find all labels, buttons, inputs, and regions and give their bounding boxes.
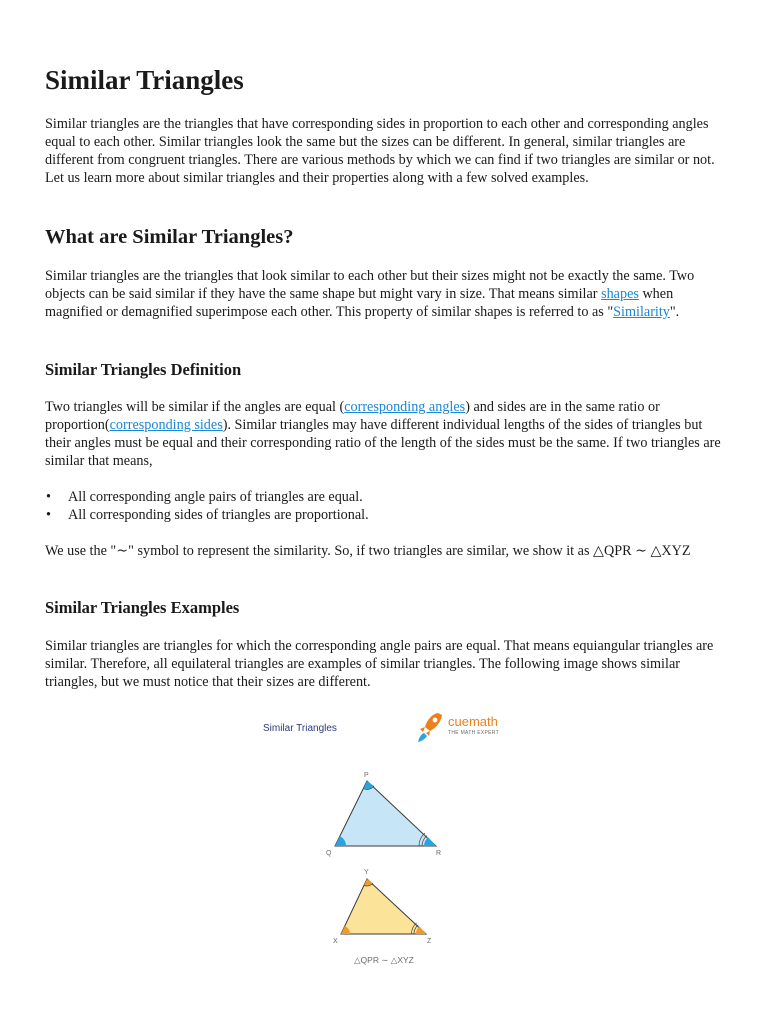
- vertex-label-q: Q: [326, 850, 332, 857]
- definition-bullet-list: [45, 488, 369, 524]
- intro-paragraph: Similar triangles are the triangles that have corresponding sides in proportion to each other and corresponding angles equal to each other. Similar triangles look the same but the sizes can be different. In general, similar triangles are different from congruent triangles. There are various methods by which we can find if two triangles are similar or not. Let us learn more about similar triangles and their properties along with a few solved examples.: [45, 116, 715, 186]
- vertex-label-r: R: [436, 850, 442, 857]
- what-are-text-2: when magnified or demagnified superimpose each other. This property of similar shapes is referred to as ": [45, 285, 674, 320]
- definition-text-3: ). Similar triangles may have different individual lengths of the sides of triangles but their angles must be equal and their corresponding ratio of the length of the sides must be the same. If two triangles are similar that means,: [45, 416, 721, 469]
- similar-triangles-figure: [250, 704, 530, 974]
- triangles-drawing: [250, 704, 530, 974]
- figure-caption: △QPR ∼ △XYZ: [354, 955, 414, 965]
- definition-text-2: ) and sides are in the same ratio or proportion(: [45, 399, 660, 433]
- similarity-link[interactable]: Similarity: [613, 303, 670, 320]
- vertex-label-z: Z: [427, 938, 432, 945]
- what-are-paragraph: [45, 268, 725, 322]
- logo-tagline: THE MATH EXPERT: [448, 730, 499, 736]
- bullet-marker: •: [46, 489, 51, 505]
- symbol-paragraph: We use the "∼" symbol to represent the similarity. So, if two triangles are similar, we show it as △QPR ∼ △XYZ: [45, 543, 691, 559]
- examples-paragraph: Similar triangles are triangles for which the corresponding angle pairs are equal. That means equiangular triangles are similar. Therefore, all equilateral triangles are examples of similar triangles. The following image shows similar triangles, but we must notice that their sizes are different.: [45, 638, 714, 690]
- definition-text-1: Two triangles will be similar if the angles are equal (: [45, 399, 345, 415]
- figure-title: Similar Triangles: [263, 723, 337, 734]
- triangle-xyz: [341, 879, 426, 934]
- vertex-label-y: Y: [364, 869, 369, 876]
- bullet-marker: •: [46, 507, 51, 523]
- list-item: [45, 506, 369, 524]
- examples-heading: Similar Triangles Examples: [45, 598, 240, 617]
- what-are-text-1: Similar triangles are the triangles that look similar to each other but their sizes might not be exactly the same. Two objects can be said similar if they have the same shape but might vary in size. That means similar: [45, 268, 695, 302]
- list-item-text: All corresponding angle pairs of triangles are equal.: [68, 489, 363, 505]
- logo-wordmark: cuemath: [448, 714, 498, 729]
- triangle-qpr: [335, 781, 436, 846]
- shapes-link[interactable]: shapes: [601, 285, 639, 302]
- list-item-text: All corresponding sides of triangles are proportional.: [68, 507, 369, 523]
- corresponding-angles-link[interactable]: corresponding angles: [344, 399, 466, 415]
- what-are-heading: What are Similar Triangles?: [45, 226, 294, 248]
- vertex-label-p: P: [364, 772, 369, 779]
- corresponding-sides-link[interactable]: corresponding sides: [109, 416, 223, 433]
- list-item: [45, 488, 369, 506]
- definition-heading: Similar Triangles Definition: [45, 360, 242, 379]
- definition-paragraph: [45, 399, 725, 471]
- page-title: Similar Triangles: [45, 65, 244, 95]
- vertex-label-x: X: [333, 938, 338, 945]
- what-are-text-3: ".: [669, 303, 680, 320]
